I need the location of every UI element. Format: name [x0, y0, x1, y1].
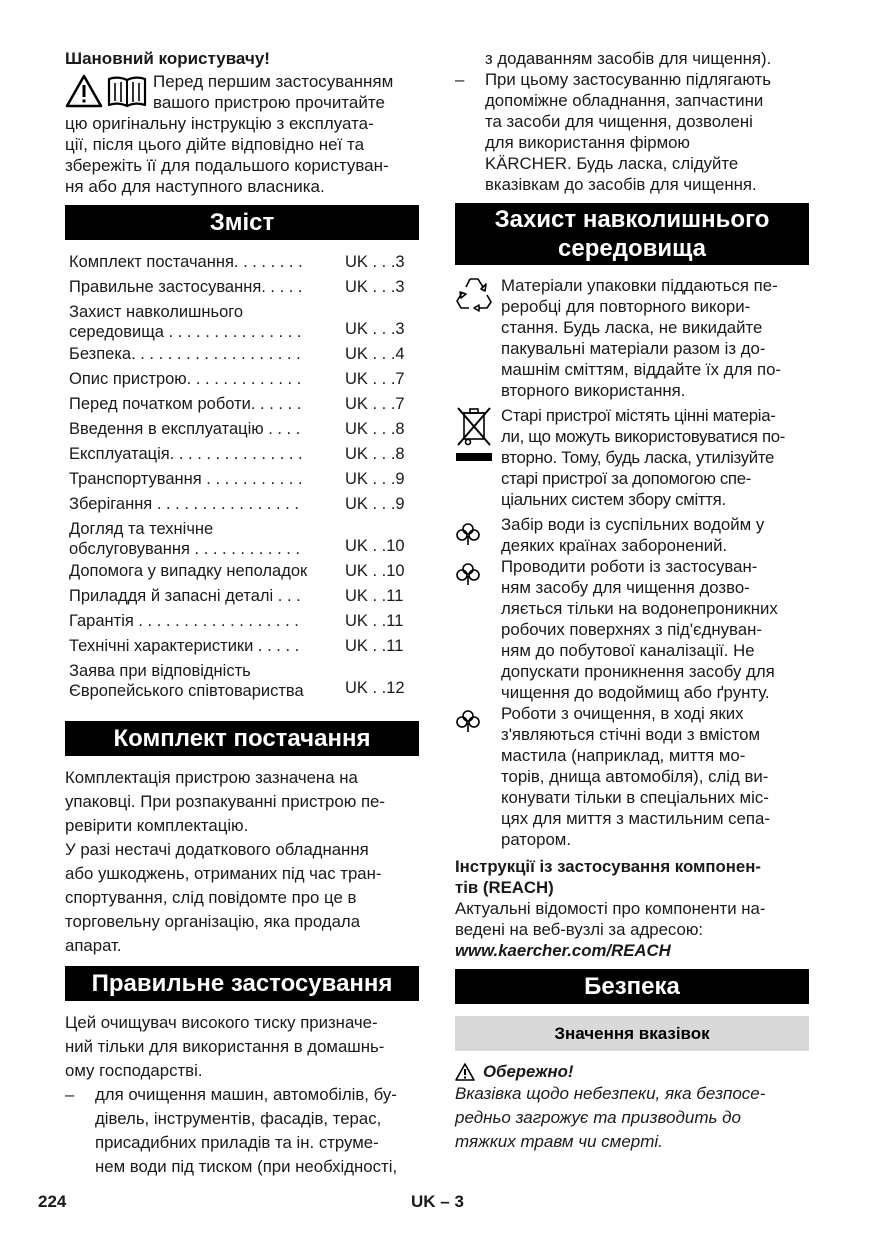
dash-marker: –	[65, 1085, 75, 1104]
env-line: Матеріали упаковки піддаються пе-	[501, 276, 778, 295]
safety-subheading: Значення вказівок	[455, 1016, 809, 1051]
greeting-line: збережіть її для подальшого користуван-	[65, 156, 389, 175]
scope-text	[65, 766, 419, 958]
greeting-intro	[65, 71, 419, 113]
list-line: для очищення машин, автомобілів, бу-	[95, 1085, 397, 1104]
warning-line: Вказівка щодо небезпеки, яка безпосе-	[455, 1084, 766, 1103]
toc-item[interactable]	[69, 417, 419, 442]
list-line: дівель, інструментів, фасадів, терас,	[95, 1109, 382, 1128]
warning-triangle-icon	[455, 1063, 475, 1081]
scope-line: апарат.	[65, 936, 122, 955]
list-line: вказівкам до засобів для чищення.	[485, 175, 757, 194]
list-line: При цьому застосуванню підлягають	[485, 70, 771, 89]
reach-title: Інструкції із застосування компонен-	[455, 857, 761, 876]
env-line: ням засобу для чищення дозво-	[501, 578, 750, 597]
toc-item-title: Технічні характеристики . . . . .	[69, 637, 300, 655]
toc-item-page: UK . .11	[345, 612, 404, 630]
toc-item-title: Перед початком роботи. . . . . .	[69, 395, 302, 413]
toc-item-page: UK . . .3	[345, 320, 405, 338]
greeting-line: Перед першим застосуванням	[153, 72, 394, 91]
greeting-title: Шановний користувачу!	[65, 49, 270, 68]
toc-item[interactable]	[69, 250, 419, 275]
env-line: з'являються стічні води з вмістом	[501, 725, 761, 744]
environment-heading	[455, 203, 809, 265]
toc-item[interactable]	[69, 492, 419, 517]
scope-line: спортування, слід повідомте про це в	[65, 888, 357, 907]
env-line: Старі пристрої містять цінні матеріа-	[501, 406, 776, 425]
env-line: пакувальні матеріали разом із до-	[501, 339, 766, 358]
list-item	[455, 69, 809, 195]
reach-title: тів (REACH)	[455, 878, 554, 897]
read-manual-icons	[65, 71, 153, 113]
env-line: стання. Будь ласка, не викидайте	[501, 318, 763, 337]
manual-book-icon	[107, 74, 147, 108]
warning-title-text: Обережно!	[483, 1062, 574, 1081]
environment-body	[455, 275, 809, 961]
toc-item-page: UK . . .8	[345, 420, 405, 438]
list-line: та засоби для чищення, дозволені	[485, 112, 753, 131]
env-line: чищення до водоймищ або ґрунту.	[501, 683, 770, 702]
oil-paragraph	[455, 703, 809, 850]
page-number: 224	[38, 1192, 67, 1211]
table-of-contents	[69, 250, 419, 701]
toc-item-page: UK . .10	[345, 537, 405, 555]
toc-item-page: UK . . .8	[345, 445, 405, 463]
toc-item-page: UK . .10	[345, 562, 405, 580]
environment-icon	[455, 709, 481, 733]
toc-item-page: UK . . .4	[345, 345, 405, 363]
toc-item[interactable]	[69, 634, 419, 659]
env-line: ратором.	[501, 830, 571, 849]
reach-line: Актуальні відомості про компоненти на-	[455, 899, 766, 918]
toc-item-title: Заява при відповідність Європейського співтовариства	[69, 662, 304, 700]
scope-line: У разі нестачі додаткового обладнання	[65, 840, 369, 859]
environment-icon	[455, 562, 481, 586]
toc-item-page: UK . . .9	[345, 495, 405, 513]
toc-item-title: Захист навколишнього середовища . . . . . . . . . . . . . . .	[69, 303, 302, 341]
toc-item-title: Введення в експлуатацію . . . .	[69, 420, 301, 438]
water-paragraph	[455, 514, 809, 556]
env-line: вторно. Тому, будь ласка, утилізуйте	[501, 448, 775, 467]
scope-line: упаковці. При розпакуванні пристрою пе-	[65, 792, 385, 811]
list-line: KÄRCHER. Будь ласка, слідуйте	[485, 154, 739, 173]
toc-item-page: UK . .11	[345, 587, 404, 605]
toc-item-page: UK . . .7	[345, 395, 405, 413]
toc-item-title: Гарантія . . . . . . . . . . . . . . . . . .	[69, 612, 299, 630]
toc-item-title: Зберігання . . . . . . . . . . . . . . . .	[69, 495, 299, 513]
toc-item[interactable]	[69, 300, 419, 342]
scope-line: Комплектація пристрою зазначена на	[65, 768, 358, 787]
env-line: Роботи з очищення, в ході яких	[501, 704, 744, 723]
list-item	[65, 1083, 419, 1179]
greeting-line: цю оригінальну інструкцію з експлуата-	[65, 114, 374, 133]
greeting-line: ції, після цього дійте відповідно неї та	[65, 135, 365, 154]
warning-title	[455, 1061, 809, 1082]
reach-line: ведені на веб-вузлі за адресою:	[455, 920, 704, 939]
env-line: ням до побутової каналізації. Не	[501, 641, 755, 660]
list-line: допоміжне обладнання, запчастини	[485, 91, 764, 110]
greeting-line: вашого пристрою прочитайте	[153, 93, 385, 112]
list-line: нем води під тиском (при необхідності,	[95, 1157, 398, 1176]
env-line: деяких країнах заборонений.	[501, 536, 728, 555]
heading-line: Захист навколишнього	[494, 206, 770, 233]
recycle-icon	[455, 275, 493, 313]
scope-line: або ушкоджень, отриманих під час тран-	[65, 864, 382, 883]
toc-item[interactable]	[69, 584, 419, 609]
toc-item-title: Експлуатація. . . . . . . . . . . . . . .	[69, 445, 303, 463]
toc-item-page: UK . .12	[345, 679, 405, 697]
dash-marker: –	[455, 70, 465, 89]
toc-item[interactable]	[69, 609, 419, 634]
proper-use-text	[65, 1011, 419, 1179]
dash-spacer	[455, 48, 485, 69]
reach-link[interactable]: www.kaercher.com/REACH	[455, 941, 671, 960]
toc-item-page: UK . . .9	[345, 470, 405, 488]
detergent-paragraph	[455, 556, 809, 703]
toc-item[interactable]	[69, 275, 419, 300]
packaging-paragraph	[455, 275, 809, 401]
toc-item[interactable]	[69, 467, 419, 492]
env-line: Проводити роботи із застосуван-	[501, 557, 758, 576]
right-column	[455, 48, 809, 1154]
list-item	[455, 48, 809, 69]
toc-item[interactable]	[69, 659, 419, 701]
old-devices-paragraph	[455, 405, 809, 510]
env-line: Забір води із суспільних водойм у	[501, 515, 765, 534]
toc-item-title: Правильне застосування. . . . .	[69, 278, 303, 296]
env-line: допускати проникнення засобу для	[501, 662, 775, 681]
toc-item-title: Комплект постачання. . . . . . . .	[69, 253, 303, 271]
environment-icon	[455, 522, 481, 546]
toc-item-title: Приладдя й запасні деталі . . .	[69, 587, 301, 605]
env-line: торів, днища автомобіля), слід ви-	[501, 767, 769, 786]
toc-item-title: Допомога у випадку неполадок	[69, 562, 308, 580]
crossed-bin-icon	[455, 405, 493, 465]
warning-block	[455, 1061, 809, 1154]
toc-item-page: UK . . .3	[345, 278, 405, 296]
left-column	[65, 48, 419, 1179]
warning-line: редньо загрожує та призводить до	[455, 1108, 742, 1127]
warning-triangle-icon	[65, 74, 103, 108]
toc-item-page: UK . . .3	[345, 253, 405, 271]
env-line: машнім сміттям, віддайте їх для по-	[501, 360, 781, 379]
env-line: цях для миття з мастильним сепа-	[501, 809, 770, 828]
toc-item-title: Догляд та технічне обслуговування . . . . . . . . . . . .	[69, 520, 300, 558]
env-line: ціальних систем збору сміття.	[501, 490, 726, 509]
toc-item-title: Транспортування . . . . . . . . . . .	[69, 470, 303, 488]
env-line: конувати тільки в спеціальних міс-	[501, 788, 769, 807]
toc-heading: Зміст	[65, 205, 419, 240]
proper-use-line: ний тільки для використання в домашнь-	[65, 1037, 385, 1056]
toc-item[interactable]	[69, 517, 419, 559]
list-line: для використання фірмою	[485, 133, 691, 152]
toc-item[interactable]	[69, 442, 419, 467]
scope-line: торговельну організацію, яка продала	[65, 912, 361, 931]
toc-item-page: UK . . .7	[345, 370, 405, 388]
proper-use-line: ому господарстві.	[65, 1061, 203, 1080]
reach-section	[455, 856, 809, 961]
proper-use-line: Цей очищувач високого тиску призначе-	[65, 1013, 378, 1032]
proper-use-heading: Правильне застосування	[65, 966, 419, 1001]
env-line: ляється тільки на водонепроникних	[501, 599, 778, 618]
toc-item[interactable]	[69, 559, 419, 584]
toc-item[interactable]	[69, 392, 419, 417]
page-ref: UK – 3	[411, 1192, 464, 1211]
safety-heading: Безпека	[455, 969, 809, 1004]
env-line: ли, що можуть використовуватися по-	[501, 427, 786, 446]
toc-item-page: UK . .11	[345, 637, 404, 655]
env-line: реробці для повторного викори-	[501, 297, 751, 316]
toc-item-title: Безпека. . . . . . . . . . . . . . . . . . .	[69, 345, 301, 363]
list-line: присадибних приладів та ін. струме-	[95, 1133, 379, 1152]
warning-line: тяжких травм чи смерті.	[455, 1132, 663, 1151]
scope-heading: Комплект постачання	[65, 721, 419, 756]
env-line: вторного використання.	[501, 381, 686, 400]
heading-line: середовища	[558, 235, 706, 262]
toc-item[interactable]	[69, 367, 419, 392]
greeting-line: ня або для наступного власника.	[65, 177, 325, 196]
list-line: з додаванням засобів для чищення).	[485, 49, 772, 68]
toc-item-title: Опис пристрою. . . . . . . . . . . . .	[69, 370, 302, 388]
env-line: старі пристрої за допомогою спе-	[501, 469, 752, 488]
scope-line: ревірити комплектацію.	[65, 816, 249, 835]
toc-item[interactable]	[69, 342, 419, 367]
env-line: мастила (наприклад, миття мо-	[501, 746, 746, 765]
env-line: робочих поверхнях з під'єднуван-	[501, 620, 762, 639]
